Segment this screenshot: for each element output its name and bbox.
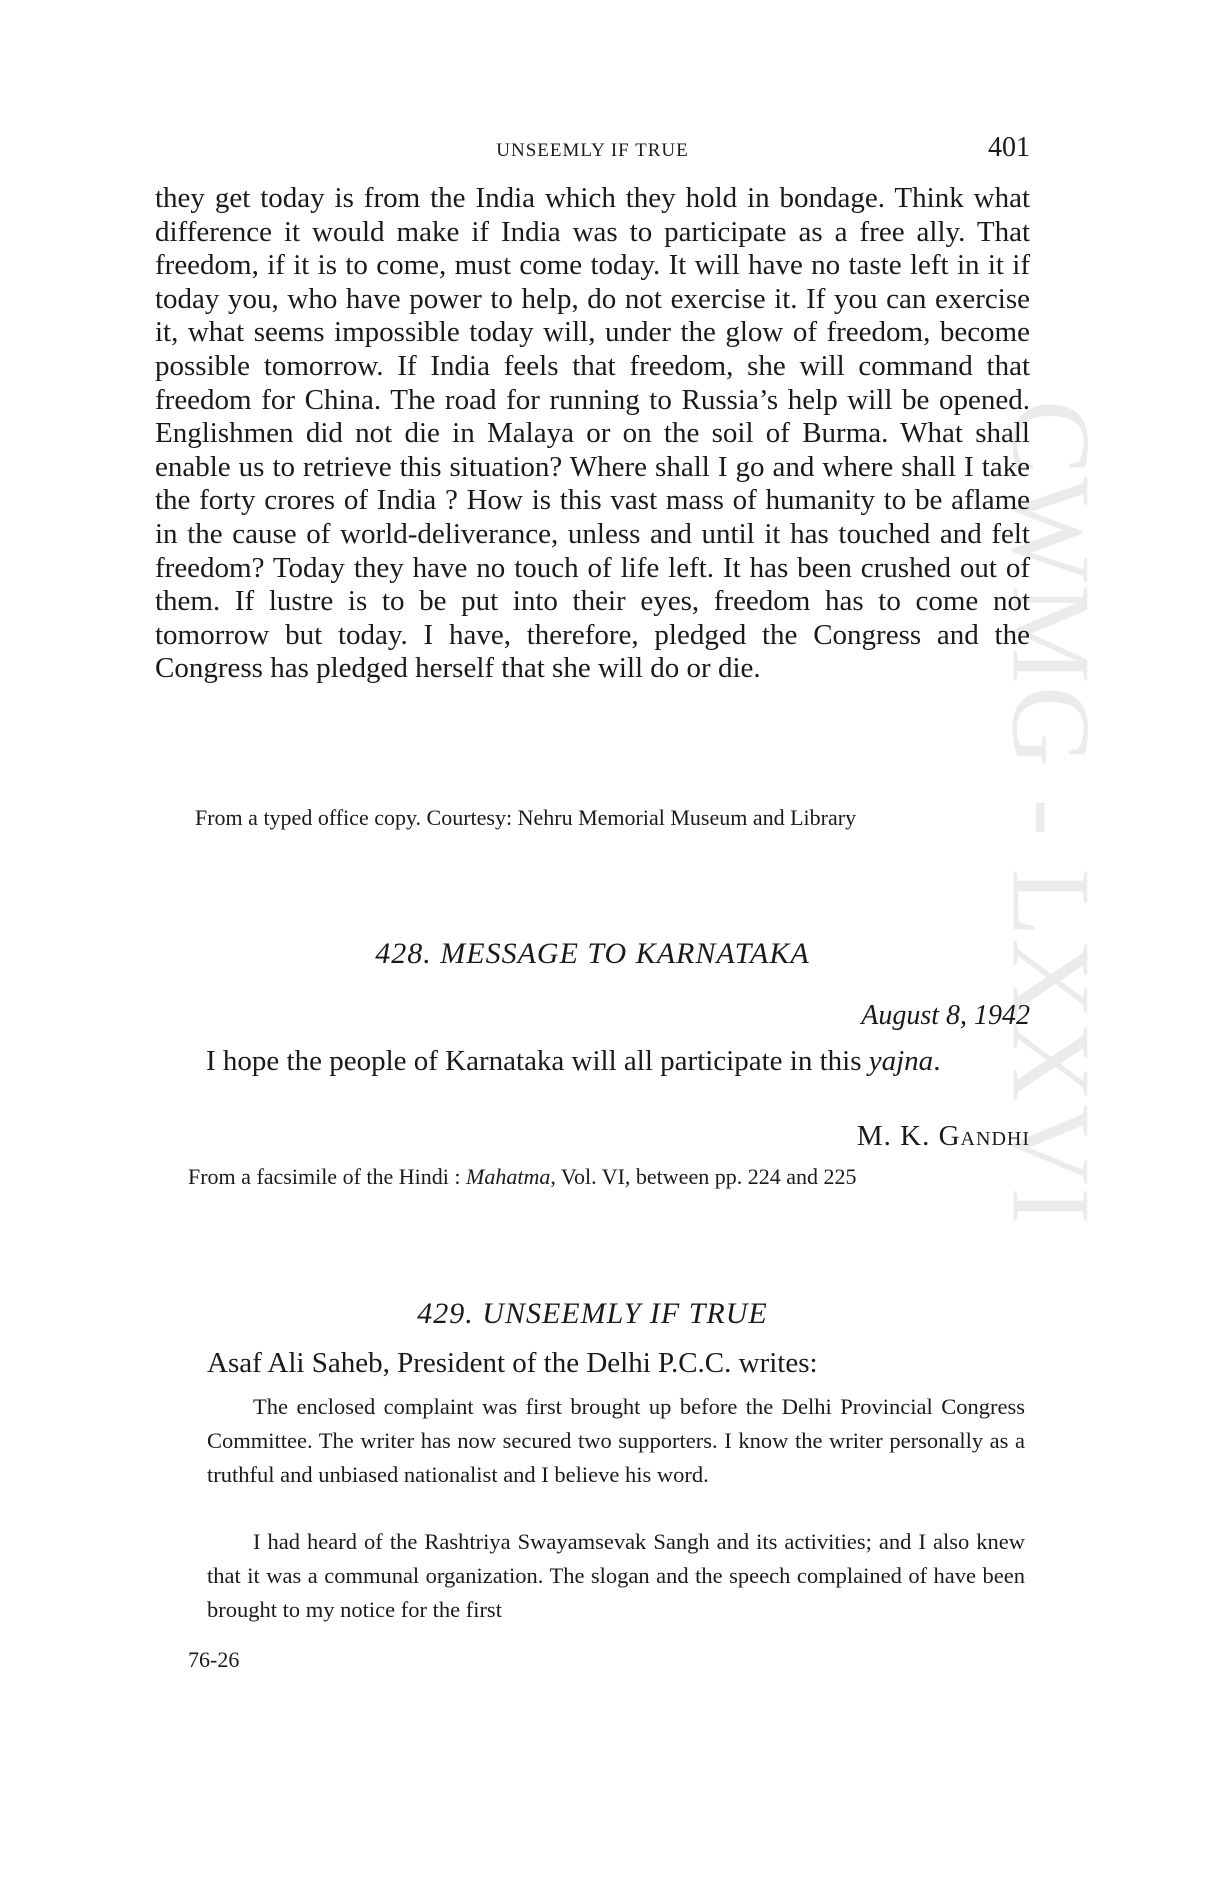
- page-header: [155, 132, 1030, 166]
- item-429-intro: Asaf Ali Saheb, President of the Delhi P.C.C. writes:: [207, 1347, 818, 1379]
- item-428-signature: M. K. Gandhi: [856, 1120, 1030, 1152]
- item-428-source-note: [148, 1160, 1030, 1194]
- item-428-message-end: .: [933, 1045, 941, 1077]
- item-428-source-start: From a facsimile of the Hindi :: [188, 1164, 461, 1189]
- continuation-source-note: From a typed office copy. Courtesy: Nehru Memorial Museum and Library: [195, 805, 857, 830]
- watermark-text: CWMG - LXXVI: [988, 400, 1113, 1227]
- item-428-source-italic: Mahatma: [466, 1164, 551, 1189]
- item-428-heading: 428. MESSAGE TO KARNATAKA: [375, 937, 810, 970]
- page-number: 401: [988, 132, 1030, 163]
- footer-signature-code: 76-26: [188, 1647, 240, 1672]
- item-428-message: [148, 1043, 1030, 1080]
- item-428-date: August 8, 1942: [861, 1000, 1030, 1031]
- continuation-paragraph: they get today is from the India which they hold in bondage. Think what difference it would make if India was to participate as a free ally. That freedom, if it is to come, must come today. It will have no taste left in it if today you, who have power to help, do not exercise it. If you can exercise it, what seems impossible today will, under the glow of freedom, become possible tomorrow. If India feels that freedom, she will command that freedom for China. The road for running to Russia’s help will be opened. Englishmen did not die in Malaya or on the soil of Burma. What shall enable us to retrieve this situation? Where shall I go and where shall I take the forty crores of India ? How is this vast mass of humanity to be aflame in the cause of world-deliverance, unless and until it has touched and felt freedom? Today they have no touch of life left. It has been crushed out of them. If lustre is to be put into their eyes, freedom has to come not tomorrow but today. I have, therefore, pledged the Congress and the Congress has pledged herself that she will do or die.: [155, 182, 1030, 685]
- item-429-heading: 429. UNSEEMLY IF TRUE: [417, 1297, 768, 1330]
- item-429-quote-paragraph: The enclosed complaint was first brought up before the Delhi Provincial Congress Committee. The writer has now secured two supporters. I know the writer personally as a truthful and unbiased nationalist and I believe his word.: [207, 1394, 1025, 1487]
- item-429-quote-paragraph: I had heard of the Rashtriya Swayamsevak Sangh and its activities; and I also knew that it was a communal organization. The slogan and the speech complained of have been brought to my notice for the first: [207, 1529, 1025, 1622]
- running-head: UNSEEMLY IF TRUE: [496, 140, 689, 161]
- item-428-message-text: I hope the people of Karnataka will all participate in this: [206, 1045, 862, 1077]
- item-428-message-italic: yajna: [868, 1045, 934, 1077]
- item-428-source-end: , Vol. VI, between pp. 224 and 225: [550, 1164, 857, 1189]
